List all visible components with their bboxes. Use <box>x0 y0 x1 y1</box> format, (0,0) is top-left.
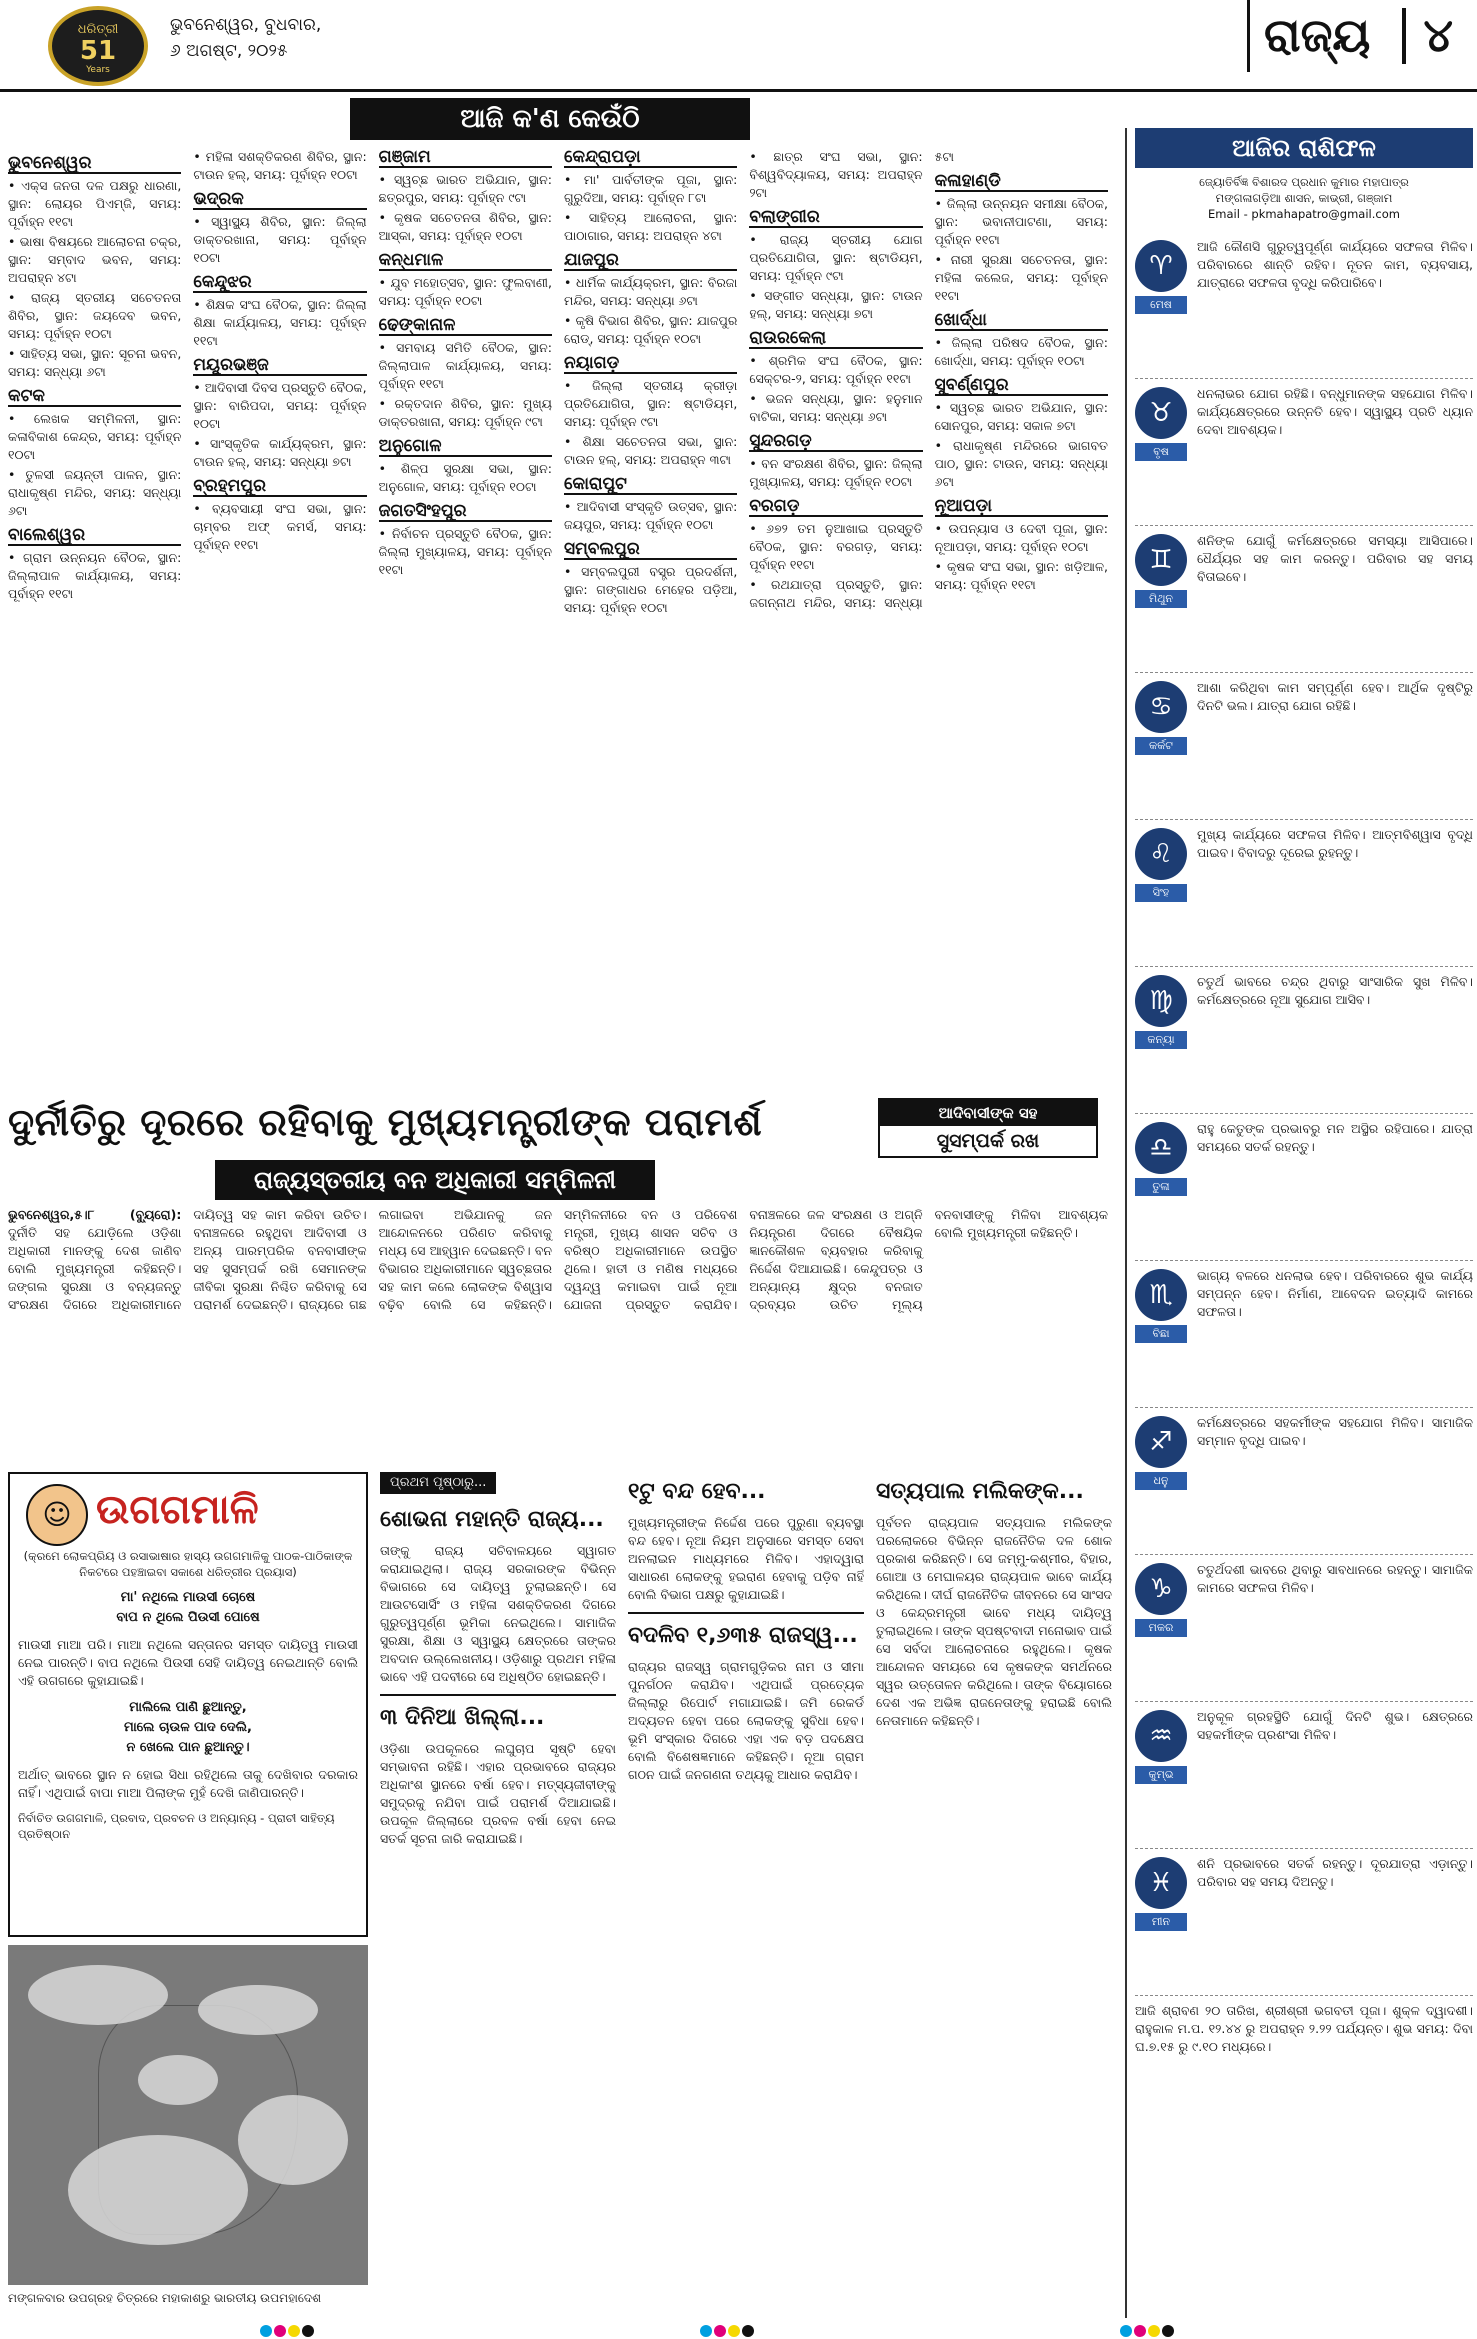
scales-icon: ♎ <box>1135 1122 1187 1174</box>
zodiac-sign-block <box>1135 1849 1473 1996</box>
story-body: ପୂର୍ବତନ ରାଜ୍ୟପାଳ ସତ୍ୟପାଲ ମଲିକଙ୍କ ପରଲୋକରେ ବିଭିନ୍ନ ରାଜନୈତିକ ଦଳ ଶୋକ ପ୍ରକାଶ କରିଛନ୍ତି। ସେ ଜମ୍ମୁ-କଶ୍ମୀର, ବିହାର, ଗୋଆ ଓ ମେଘାଳୟର ରାଜ୍ୟପାଳ ଭାବେ କାର୍ଯ୍ୟ କରିଥିଲେ। ଦୀର୍ଘ ରାଜନୈତିକ ଜୀବନରେ ସେ ସାଂସଦ ଓ କେନ୍ଦ୍ରମନ୍ତ୍ରୀ ଭାବେ ମଧ୍ୟ ଦାୟିତ୍ୱ ତୁଲାଇଥିଲେ। ତାଙ୍କ ସ୍ପଷ୍ଟବାଦୀ ମନୋଭାବ ପାଇଁ ସେ ସର୍ବଦା ଆଲୋଚନାରେ ରହୁଥିଲେ। କୃଷକ ଆନ୍ଦୋଳନ ସମୟରେ ସେ କୃଷକଙ୍କ ସମର୍ଥନରେ ସ୍ୱର ଉତ୍ତୋଳନ କରିଥିଲେ। ତାଙ୍କ ବିୟୋଗରେ ଦେଶ ଏକ ଅଭିଜ୍ଞ ରାଜନେତାଙ୍କୁ ହରାଇଛି ବୋଲି ନେତାମାନେ କହିଛନ୍ତି। <box>876 1515 1112 1728</box>
cloud <box>138 2055 218 2105</box>
news-column-1 <box>380 1472 616 2317</box>
story-body: ରାଜ୍ୟର ରାଜସ୍ୱ ଗ୍ରାମଗୁଡ଼ିକର ନାମ ଓ ସୀମା ପୁନର୍ଗଠନ କରାଯିବ। ଏଥିପାଇଁ ପ୍ରତ୍ୟେକ ଜିଲ୍ଲାରୁ ରିପୋର୍ଟ ମଗାଯାଇଛି। ଜମି ରେକର୍ଡ ଅଦ୍ୟତନ ହେବା ପରେ ଲୋକଙ୍କୁ ସୁବିଧା ହେବ। ଭୂମି ସଂସ୍କାର ଦିଗରେ ଏହା ଏକ ବଡ଼ ପଦକ୍ଷେପ ବୋଲି ବିଶେଷଜ୍ଞମାନେ କହିଛନ୍ତି। ନୂଆ ଗ୍ରାମ ଗଠନ ପାଇଁ ଜନଗଣନା ତଥ୍ୟକୁ ଆଧାର କରାଯିବ। <box>628 1659 864 1782</box>
continued-tag: ପ୍ରଥମ ପୃଷ୍ଠାରୁ... <box>380 1472 496 1494</box>
lead-side-strap <box>878 1098 1098 1158</box>
event-city-heading: ବଲାଙ୍ଗୀର <box>749 208 922 228</box>
logo-years-label: Years <box>86 65 110 75</box>
zodiac-forecast: ଧନଲାଭର ଯୋଗ ରହିଛି। ବନ୍ଧୁମାନଙ୍କ ସହଯୋଗ ମିଳିବ। କାର୍ଯ୍ୟକ୍ଷେତ୍ରରେ ଉନ୍ନତି ହେବ। ସ୍ୱାସ୍ଥ୍ୟ ପ୍ରତି ଧ୍ୟାନ ଦେବା ଆବଶ୍ୟକ। <box>1197 386 1473 437</box>
goat-icon: ♑ <box>1135 1563 1187 1615</box>
news-column-2 <box>628 1472 864 2317</box>
event-item: • ରାଜ୍ୟ ସ୍ତରୀୟ ଯୋଗ ପ୍ରତିଯୋଗିତା, ସ୍ଥାନ: ଷ୍ଟାଡିୟମ, ସମୟ: ପୂର୍ବାହ୍ନ ୯ଟା <box>749 231 922 285</box>
event-item: • ଯୁବ ମହୋତ୍ସବ, ସ୍ଥାନ: ଫୁଲବାଣୀ, ସମୟ: ପୂର୍ବାହ୍ନ ୧୦ଟା <box>379 274 552 310</box>
zodiac-forecast: କର୍ମକ୍ଷେତ୍ରରେ ସହକର୍ମୀଙ୍କ ସହଯୋଗ ମିଳିବ। ସାମାଜିକ ସମ୍ମାନ ବୃଦ୍ଧି ପାଇବ। <box>1197 1415 1473 1448</box>
lead-subheadline: ରାଜ୍ୟସ୍ତରୀୟ ବନ ଅଧିକାରୀ ସମ୍ମିଳନୀ <box>215 1160 655 1200</box>
author-name: ଜ୍ୟୋତିର୍ବିଜ୍ଞ ବିଶାରଦ ପ୍ରଧାନ କୁମାର ମହାପାତ୍ର <box>1199 175 1409 189</box>
news-column-3 <box>876 1472 1112 2317</box>
author-email: Email - pkmahapatro@gmail.com <box>1208 207 1400 221</box>
event-item: • ସ୍ୱଚ୍ଛ ଭାରତ ଅଭିଯାନ, ସ୍ଥାନ: ସୋନପୁର, ସମୟ: ସକାଳ ୭ଟା <box>935 399 1108 435</box>
scorpion-icon: ♏ <box>1135 1269 1187 1321</box>
quote-line: ନ ଖେଲେ ପାନ ଛୁଆନ୍ତୁ। <box>126 1740 250 1755</box>
lion-icon: ♌ <box>1135 828 1187 880</box>
proverb-explanation-2: ଅର୍ଥାତ୍ ଭାବରେ ସ୍ଥାନ ନ ହୋଇ ସିଧା ରହିଥିଲେ ତାକୁ ଦେଖିବାର ଦରକାର ନାହିଁ। ଏଥିପାଇଁ ବାପା ମାଆ ପିଲାଙ୍କ ମୁହଁ ଦେଖି ଜାଣିପାରନ୍ତି। <box>18 1767 358 1800</box>
event-item: • ଏକ୍ସ ଜନତା ଦଳ ପକ୍ଷରୁ ଧାରଣା, ସ୍ଥାନ: ଲୋୟର ପିଏମ୍‌ଜି, ସମୟ: ପୂର୍ବାହ୍ନ ୧୧ଟା <box>8 177 181 231</box>
almanac-text: ଆଜି ଶ୍ରାବଣ ୨୦ ତାରିଖ, ଶ୍ରୀଶ୍ରୀ ଭଗବତୀ ପୂଜା। ଶୁକ୍ଳ ଦ୍ୱାଦଶୀ। ରାହୁକାଳ ମ.ପ. ୧୨.୪୪ ରୁ ଅପରାହ୍ନ ୨.୨୨ ପର୍ଯ୍ୟନ୍ତ। ଶୁଭ ସମୟ: ଦିବା ଘ.୭.୧୫ ରୁ ୯.୧୦ ମଧ୍ୟରେ। <box>1135 2003 1473 2054</box>
event-city-heading: ସମ୍ବଲପୁର <box>564 540 737 560</box>
zodiac-sign-block <box>1135 1702 1473 1849</box>
date-line-2: ୬ ଅଗଷ୍ଟ, ୨୦୨୫ <box>170 41 288 61</box>
event-item: • ଶିଳ୍ପ ସୁରକ୍ଷା ସଭା, ସ୍ଥାନ: ଅନୁଗୋଳ, ସମୟ: ପୂର୍ବାହ୍ନ ୧୦ଟା <box>379 460 552 496</box>
zodiac-sign-name: ମୀନ <box>1135 1913 1187 1931</box>
event-item: • ବ୍ୟବସାୟୀ ସଂଘ ସଭା, ସ୍ଥାନ: ଚାମ୍ବର ଅଫ୍ କମର୍ସ, ସମୟ: ପୂର୍ବାହ୍ନ ୧୧ଟା <box>193 500 366 554</box>
event-item: • ସାହିତ୍ୟ ଆଲୋଚନା, ସ୍ଥାନ: ପାଠାଗାର, ସମୟ: ଅପରାହ୍ନ ୪ଟା <box>564 209 737 245</box>
zodiac-sign-block <box>1135 526 1473 673</box>
zodiac-sign-block <box>1135 967 1473 1114</box>
zodiac-forecast: ଶନିଙ୍କ ଯୋଗୁଁ କର୍ମକ୍ଷେତ୍ରରେ ସମସ୍ୟା ଆସିପାରେ। ଧୈର୍ଯ୍ୟର ସହ କାମ କରନ୍ତୁ। ପରିବାର ସହ ସମୟ ବିତାଇବେ। <box>1197 533 1473 584</box>
event-item: • ରାଜ୍ୟ ସ୍ତରୀୟ ସଚେତନତା ଶିବିର, ସ୍ଥାନ: ଜୟଦେବ ଭବନ, ସମୟ: ପୂର୍ବାହ୍ନ ୧୦ଟା <box>8 289 181 343</box>
event-item: • ଶିକ୍ଷକ ସଂଘ ବୈଠକ, ସ୍ଥାନ: ଜିଲ୍ଲା ଶିକ୍ଷା କାର୍ଯ୍ୟାଳୟ, ସମୟ: ପୂର୍ବାହ୍ନ ୧୧ଟା <box>193 296 366 350</box>
story-headline: ୩ ଦିନିଆ ଖିଲ୍ଲା... <box>380 1705 545 1730</box>
fish-icon: ♓ <box>1135 1857 1187 1909</box>
cloud <box>28 1965 168 2025</box>
event-city-heading: ସୁନ୍ଦରଗଡ଼ <box>749 432 922 452</box>
event-city-heading: କଟକ <box>8 387 181 407</box>
zodiac-sign-block <box>1135 1555 1473 1702</box>
event-city-heading: ଗଞ୍ଜାମ <box>379 148 552 168</box>
cartoon-face-icon: ☺ <box>26 1484 88 1546</box>
water-bearer-icon: ♒ <box>1135 1710 1187 1762</box>
zodiac-sign-name: କର୍କଟ <box>1135 737 1187 755</box>
story-headline: ୧ଟୁ ବନ୍ଦ ହେବ... <box>628 1479 766 1504</box>
event-item: • ସ୍ୱଚ୍ଛ ଭାରତ ଅଭିଯାନ, ସ୍ଥାନ: ଛତ୍ରପୁର, ସମୟ: ପୂର୍ବାହ୍ନ ୯ଟା <box>379 171 552 207</box>
event-item: • ଶ୍ରମିକ ସଂଘ ବୈଠକ, ସ୍ଥାନ: ସେକ୍ଟର-୨, ସମୟ: ପୂର୍ବାହ୍ନ ୧୧ଟା <box>749 352 922 388</box>
zodiac-sign-block <box>1135 379 1473 526</box>
crab-icon: ♋ <box>1135 681 1187 733</box>
event-item: • ଜିଲ୍ଲା ସ୍ତରୀୟ କ୍ରୀଡ଼ା ପ୍ରତିଯୋଗିତା, ସ୍ଥାନ: ଷ୍ଟାଡିୟମ, ସମୟ: ପୂର୍ବାହ୍ନ ୯ଟା <box>564 377 737 431</box>
story-body: ଓଡ଼ିଶା ଉପକୂଳରେ ଲଘୁଚାପ ସୃଷ୍ଟି ହେବା ସମ୍ଭାବନା ରହିଛି। ଏହାର ପ୍ରଭାବରେ ରାଜ୍ୟର ଅଧିକାଂଶ ସ୍ଥାନରେ ବର୍ଷା ହେବ। ମତ୍ସ୍ୟଜୀବୀଙ୍କୁ ସମୁଦ୍ରକୁ ନଯିବା ପାଇଁ ପରାମର୍ଶ ଦିଆଯାଇଛି। ଉପକୂଳ ଜିଲ୍ଲାରେ ପ୍ରବଳ ବର୍ଷା ହେବା ନେଇ ସତର୍କ ସୂଚନା ଜାରି କରାଯାଇଛି। <box>380 1741 616 1846</box>
event-city-heading: ଖୋର୍ଦ୍ଧା <box>935 311 1108 331</box>
zodiac-forecast: ଭାଗ୍ୟ ବଳରେ ଧନଲାଭ ହେବ। ପରିବାରରେ ଶୁଭ କାର୍ଯ୍ୟ ସମ୍ପନ୍ନ ହେବ। ନିର୍ମାଣ, ଆବେଦନ ଇତ୍ୟାଦି କାମରେ ସଫଳତା। <box>1197 1268 1473 1319</box>
event-item: • କୃଷକ ସଂଘ ସଭା, ସ୍ଥାନ: ଖଡ଼ିଆଳ, ସମୟ: ପୂର୍ବାହ୍ନ ୧୧ଟା <box>935 558 1108 594</box>
lead-dateline: ଭୁବନେଶ୍ୱର,୫।୮ (ବ୍ୟୁରୋ): <box>8 1207 182 1222</box>
zodiac-sign-block <box>1135 673 1473 820</box>
event-city-heading: ମୟୂରଭଞ୍ଜ <box>193 356 366 376</box>
newspaper-logo <box>48 6 148 86</box>
event-city-heading: ଜଗତସିଂହପୁର <box>379 502 552 522</box>
horoscope-title: ଆଜିର ରାଶିଫଳ <box>1135 128 1473 168</box>
event-item: • ଛାତ୍ର ସଂଘ ସଭା, ସ୍ଥାନ: ବିଶ୍ୱବିଦ୍ୟାଳୟ, ସମୟ: ଅପରାହ୍ନ ୨ଟା <box>749 148 922 202</box>
event-city-heading: କନ୍ଧମାଳ <box>379 251 552 271</box>
zodiac-sign-block <box>1135 1408 1473 1555</box>
event-city-heading: ନୟାଗଡ଼ <box>564 354 737 374</box>
zodiac-sign-block <box>1135 820 1473 967</box>
quote-line: ମାଲିଲେ ପାଣି ଛୁଆନ୍ତୁ, <box>129 1700 247 1715</box>
quote-line: ବାପ ନ ଥିଲେ ପିଉସୀ ପୋଷେ <box>116 1610 260 1625</box>
zodiac-sign-name: ମିଥୁନ <box>1135 590 1187 608</box>
event-city-heading: କୋରାପୁଟ <box>564 475 737 495</box>
event-item: • ସ୍ୱାସ୍ଥ୍ୟ ଶିବିର, ସ୍ଥାନ: ଜିଲ୍ଲା ଡାକ୍ତରଖାନା, ସମୟ: ପୂର୍ବାହ୍ନ ୧୦ଟା <box>193 213 366 267</box>
zodiac-forecast: ଅନୁକୂଳ ଗ୍ରହସ୍ଥିତି ଯୋଗୁଁ ଦିନଟି ଶୁଭ। କ୍ଷେତ୍ରରେ ସହକର୍ମୀଙ୍କ ପ୍ରଶଂସା ମିଳିବ। <box>1197 1709 1473 1742</box>
masthead <box>0 0 1477 92</box>
proverb-intro: (କ୍ରମେ ଲୋକପ୍ରିୟ ଓ ରସାଭାଷାର ହାସ୍ୟ ଉଗଗମାଳିକୁ ପାଠକ-ପାଠିକାଙ୍କ ନିକଟରେ ପହଞ୍ଚାଇବା ସକାଶେ ଧରିତ୍ରୀର ପ୍ରୟାସ) <box>23 1549 353 1579</box>
lead-headline: ଦୁର୍ନୀତିରୁ ଦୂରରେ ରହିବାକୁ ମୁଖ୍ୟମନ୍ତ୍ରୀଙ୍କ ପରାମର୍ଶ <box>8 1100 763 1144</box>
color-registration-mark <box>700 2322 764 2334</box>
print-footer <box>0 2318 1477 2339</box>
author-address: ମଙ୍ଗଳାଗଡ଼ିଆ ଶାସନ, କାଭ୍ରୀ, ଗଞ୍ଜାମ <box>1215 191 1393 205</box>
story-body: ମୁଖ୍ୟମନ୍ତ୍ରୀଙ୍କ ନିର୍ଦ୍ଦେଶ ପରେ ପୁରୁଣା ବ୍ୟବସ୍ଥା ବନ୍ଦ ହେବ। ନୂଆ ନିୟମ ଅନୁସାରେ ସମସ୍ତ ସେବା ଅନଲାଇନ ମାଧ୍ୟମରେ ମିଳିବ। ଏହାଦ୍ୱାରା ସାଧାରଣ ଲୋକଙ୍କୁ ହଇରାଣ ହେବାକୁ ପଡ଼ିବ ନାହିଁ ବୋଲି ବିଭାଗ ପକ୍ଷରୁ କୁହାଯାଇଛି। <box>628 1515 864 1602</box>
event-city-heading: ଯାଜପୁର <box>564 251 737 271</box>
event-city-heading: ବ୍ରହ୍ମପୁର <box>193 477 366 497</box>
color-registration-mark <box>260 2322 324 2334</box>
zodiac-forecast: ଆଜି କୌଣସି ଗୁରୁତ୍ୱପୂର୍ଣ୍ଣ କାର୍ଯ୍ୟରେ ସଫଳତା ମିଳିବ। ପରିବାରରେ ଶାନ୍ତି ରହିବ। ନୂତନ କାମ, ବ୍ୟବସାୟ, ଯାତ୍ରାରେ ସଫଳତା ବୃଦ୍ଧି କରିପାରିବେ। <box>1197 239 1473 290</box>
zodiac-forecast: ଆଶା କରିଥିବା କାମ ସମ୍ପୂର୍ଣ୍ଣ ହେବ। ଆର୍ଥିକ ଦୃଷ୍ଟିରୁ ଦିନଟି ଭଲ। ଯାତ୍ରା ଯୋଗ ରହିଛି। <box>1197 680 1473 713</box>
event-item: • ସମବାୟ ସମିତି ବୈଠକ, ସ୍ଥାନ: ଜିଲ୍ଲାପାଳ କାର୍ଯ୍ୟାଳୟ, ସମୟ: ପୂର୍ବାହ୍ନ ୧୧ଟା <box>379 339 552 393</box>
event-city-heading: ସୁବର୍ଣ୍ଣପୁର <box>935 376 1108 396</box>
zodiac-sign-name: ମେଷ <box>1135 296 1187 314</box>
proverb-quote-1 <box>18 1588 358 1628</box>
zodiac-forecast: ମୁଖ୍ୟ କାର୍ଯ୍ୟରେ ସଫଳତା ମିଳିବ। ଆତ୍ମବିଶ୍ୱାସ ବୃଦ୍ଧି ପାଇବ। ବିବାଦରୁ ଦୂରେଇ ରୁହନ୍ତୁ। <box>1197 827 1473 860</box>
proverb-box <box>8 1472 368 1937</box>
event-item: • ରଥଯାତ୍ରା ପ୍ରସ୍ତୁତି, ସ୍ଥାନ: ଜଗନ୍ନାଥ ମନ୍ଦିର, ସମୟ: ସନ୍ଧ୍ୟା ୫ଟା <box>749 148 1108 617</box>
zodiac-sign-name: କନ୍ୟା <box>1135 1031 1187 1049</box>
zodiac-sign-name: ସିଂହ <box>1135 884 1187 902</box>
cloud <box>198 1985 318 2035</box>
horoscope-author <box>1135 174 1473 222</box>
event-city-heading: ଢେଙ୍କାନାଳ <box>379 316 552 336</box>
event-city-heading: ବାଲେଶ୍ୱର <box>8 526 181 546</box>
maiden-icon: ♍ <box>1135 975 1187 1027</box>
logo-brand: ଧରିତ୍ରୀ <box>77 22 119 37</box>
story-headline: ସତ୍ୟପାଲ ମଲିକଙ୍କ... <box>876 1479 1084 1504</box>
strap-bottom: ସୁସମ୍ପର୍କ ରଖ <box>936 1130 1040 1152</box>
event-item: • ରାଧାକୃଷ୍ଣ ମନ୍ଦିରରେ ଭାଗବତ ପାଠ, ସ୍ଥାନ: ଟାଉନ, ସମୟ: ସନ୍ଧ୍ୟା ୬ଟା <box>935 437 1108 491</box>
zodiac-sign-list <box>1135 232 1473 1996</box>
logo-years-number: 51 <box>79 36 117 66</box>
story-headline: ବଦଳିବ ୧,୬୩୫ ରାଜସ୍ୱ... <box>628 1623 858 1648</box>
event-item: • ମହିଳା ସଶକ୍ତିକରଣ ଶିବିର, ସ୍ଥାନ: ଟାଉନ ହଲ୍, ସମୟ: ପୂର୍ବାହ୍ନ ୧୦ଟା <box>193 148 366 184</box>
event-item: • ନାରୀ ସୁରକ୍ଷା ସଚେତନତା, ସ୍ଥାନ: ମହିଳା କଲେଜ, ସମୟ: ପୂର୍ବାହ୍ନ ୧୧ଟା <box>935 251 1108 305</box>
event-item: • ସାଂସ୍କୃତିକ କାର୍ଯ୍ୟକ୍ରମ, ସ୍ଥାନ: ଟାଉନ ହଲ୍, ସମୟ: ସନ୍ଧ୍ୟା ୭ଟା <box>193 435 366 471</box>
proverb-title: ଉଗଗମାଳି <box>96 1487 259 1533</box>
zodiac-sign-block <box>1135 232 1473 379</box>
event-item: • ତୁଳସୀ ଜୟନ୍ତୀ ପାଳନ, ସ୍ଥାନ: ରାଧାକୃଷ୍ଣ ମନ୍ଦିର, ସମୟ: ସନ୍ଧ୍ୟା ୬ଟା <box>8 466 181 520</box>
satellite-image <box>8 1945 368 2285</box>
event-item: • ଆଦିବାସୀ ଦିବସ ପ୍ରସ୍ତୁତି ବୈଠକ, ସ୍ଥାନ: ବାରିପଦା, ସମୟ: ପୂର୍ବାହ୍ନ ୧୦ଟା <box>193 379 366 433</box>
events-listing <box>8 148 1108 1088</box>
cloud <box>238 2095 348 2185</box>
twins-icon: ♊ <box>1135 534 1187 586</box>
cloud <box>68 2135 248 2245</box>
zodiac-forecast: ଶନି ପ୍ରଭାବରେ ସତର୍କ ରହନ୍ତୁ। ଦୂରଯାତ୍ରା ଏଡ଼ାନ୍ତୁ। ପରିବାର ସହ ସମୟ ଦିଅନ୍ତୁ। <box>1197 1856 1473 1889</box>
date-line-1: ଭୁବନେଶ୍ୱର, ବୁଧବାର, <box>170 15 322 35</box>
event-item: • ଜିଲ୍ଲା ଉନ୍ନୟନ ସମୀକ୍ଷା ବୈଠକ, ସ୍ଥାନ: ଭବାନୀପାଟଣା, ସମୟ: ପୂର୍ବାହ୍ନ ୧୧ଟା <box>935 195 1108 249</box>
zodiac-forecast: ଚତୁର୍ଥଦଶୀ ଭାବରେ ଥିବାରୁ ସାବଧାନରେ ରହନ୍ତୁ। ସାମାଜିକ କାମରେ ସଫଳତା ମିଳିବ। <box>1197 1562 1473 1595</box>
zodiac-sign-name: ବୃଷ <box>1135 443 1187 461</box>
events-header: ଆଜି କ'ଣ କେଉଁଠି <box>350 98 750 140</box>
bull-icon: ♉ <box>1135 387 1187 439</box>
quote-line: ମା' ନଥିଲେ ମାଉସୀ ଚୋଷେ <box>120 1590 256 1605</box>
horoscope-column <box>1125 128 1473 2318</box>
zodiac-sign-block <box>1135 1114 1473 1261</box>
event-item: • ମା' ପାର୍ବତୀଙ୍କ ପୂଜା, ସ୍ଥାନ: ଗୁରୁଦିଆ, ସମୟ: ପୂର୍ବାହ୍ନ ୮ଟା <box>564 171 737 207</box>
event-city-heading: ଭୁବନେଶ୍ୱର <box>8 154 181 174</box>
zodiac-sign-block <box>1135 1261 1473 1408</box>
event-item: • ଆଦିବାସୀ ସଂସ୍କୃତି ଉତ୍ସବ, ସ୍ଥାନ: ଜୟପୁର, ସମୟ: ପୂର୍ବାହ୍ନ ୧୦ଟା <box>564 498 737 534</box>
event-city-heading: କଳାହାଣ୍ଡି <box>935 172 1108 192</box>
event-item: • ଉପନ୍ୟାସ ଓ ଦେବୀ ପୂଜା, ସ୍ଥାନ: ନୂଆପଡ଼ା, ସମୟ: ପୂର୍ବାହ୍ନ ୧୦ଟା <box>935 520 1108 556</box>
event-item: • ଶିକ୍ଷା ସଚେତନତା ସଭା, ସ୍ଥାନ: ଟାଉନ ହଲ୍, ସମୟ: ଅପରାହ୍ନ ୩ଟା <box>564 433 737 469</box>
divider <box>380 1694 616 1696</box>
page-number: ୪ <box>1402 8 1454 64</box>
event-item: • କୃଷି ବିଭାଗ ଶିବିର, ସ୍ଥାନ: ଯାଜପୁର ରୋଡ୍, ସମୟ: ପୂର୍ବାହ୍ନ ୧୦ଟା <box>564 312 737 348</box>
event-item: • ରକ୍ତଦାନ ଶିବିର, ସ୍ଥାନ: ମୁଖ୍ୟ ଡାକ୍ତରଖାନା, ସମୟ: ପୂର୍ବାହ୍ନ ୯ଟା <box>379 395 552 431</box>
event-item: • ବନ ସଂରକ୍ଷଣ ଶିବିର, ସ୍ଥାନ: ଜିଲ୍ଲା ମୁଖ୍ୟାଳୟ, ସମୟ: ପୂର୍ବାହ୍ନ ୧୦ଟା <box>749 455 922 491</box>
story-headline: ଶୋଭନା ମହାନ୍ତି ରାଜ୍ୟ... <box>380 1507 604 1532</box>
event-item: • ଜିଲ୍ଲା ପରିଷଦ ବୈଠକ, ସ୍ଥାନ: ଖୋର୍ଦ୍ଧା, ସମୟ: ପୂର୍ବାହ୍ନ ୧୦ଟା <box>935 334 1108 370</box>
proverb-explanation-1: ମାଉସୀ ମାଆ ପରି। ମାଆ ନଥିଲେ ସନ୍ତାନର ସମସ୍ତ ଦାୟିତ୍ୱ ମାଉସୀ ନେଇ ପାରନ୍ତି। ବାପ ନଥିଲେ ପିଉସୀ ସେହି ଦାୟିତ୍ୱ ନେଇଥାନ୍ତି ବୋଲି ଏହି ଉଗଗରେ କୁହାଯାଇଛି। <box>18 1637 358 1688</box>
lead-body <box>8 1206 1108 1454</box>
event-city-heading: ଅନୁଗୋଳ <box>379 437 552 457</box>
zodiac-forecast: ରାହୁ କେତୁଙ୍କ ପ୍ରଭାବରୁ ମନ ଅସ୍ଥିର ରହିପାରେ। ଯାତ୍ରା ସମୟରେ ସତର୍କ ରହନ୍ତୁ। <box>1197 1121 1473 1154</box>
event-city-heading: ରାଉରକେଲା <box>749 329 922 349</box>
story-body: ତାଙ୍କୁ ରାଜ୍ୟ ସଚିବାଳୟରେ ସ୍ୱାଗତ କରାଯାଇଥିଲା। ରାଜ୍ୟ ସରକାରଙ୍କ ବିଭିନ୍ନ ବିଭାଗରେ ସେ ଦାୟିତ୍ୱ ତୁଲାଇଛନ୍ତି। ସେ ଆଉଟସୋର୍ସିଂ ଓ ମହିଳା ସଶକ୍ତିକରଣ ଦିଗରେ ଗୁରୁତ୍ୱପୂର୍ଣ୍ଣ ଭୂମିକା ନେଇଥିଲେ। ସାମାଜିକ ସୁରକ୍ଷା, ଶିକ୍ଷା ଓ ସ୍ୱାସ୍ଥ୍ୟ କ୍ଷେତ୍ରରେ ତାଙ୍କର ଅବଦାନ ଉଲ୍ଲେଖନୀୟ। ଓଡ଼ିଶାରୁ ପ୍ରଥମ ମହିଳା ଭାବେ ଏହି ପଦବୀରେ ସେ ଅଧିଷ୍ଠିତ ହୋଇଛନ୍ତି। <box>380 1543 616 1684</box>
event-item: • ଭାଷା ବିଷୟରେ ଆଲୋଚନା ଚକ୍ର, ସ୍ଥାନ: ସମ୍ବାଦ ଭବନ, ସମୟ: ଅପରାହ୍ନ ୪ଟା <box>8 233 181 287</box>
event-city-heading: ଭଦ୍ରକ <box>193 190 366 210</box>
event-city-heading: କେନ୍ଦୁଝର <box>193 273 366 293</box>
satellite-caption: ମଙ୍ଗଳବାର ଉପଗ୍ରହ ଚିତ୍ରରେ ମହାକାଶରୁ ଭାରତୀୟ ଉପମହାଦେଶ <box>8 2291 322 2305</box>
quote-line: ମାଲେ ଚାଉଳ ପାଦ ଦେଲି, <box>123 1720 252 1735</box>
strap-top: ଆଦିବାସୀଙ୍କ ସହ <box>880 1100 1096 1126</box>
event-item: • ଗ୍ରାମ ଉନ୍ନୟନ ବୈଠକ, ସ୍ଥାନ: ଜିଲ୍ଲାପାଳ କାର୍ଯ୍ୟାଳୟ, ସମୟ: ପୂର୍ବାହ୍ନ ୧୧ଟା <box>8 549 181 603</box>
dateline <box>170 12 321 64</box>
divider <box>628 1612 864 1614</box>
event-item: • ଭଜନ ସନ୍ଧ୍ୟା, ସ୍ଥାନ: ହନୁମାନ ବାଟିକା, ସମୟ: ସନ୍ଧ୍ୟା ୬ଟା <box>749 390 922 426</box>
ram-icon: ♈ <box>1135 240 1187 292</box>
proverb-credit: ନିର୍ବାଚିତ ଉଗଗମାଳି, ପ୍ରବାଦ, ପ୍ରବଚନ ଓ ଅନ୍ୟାନ୍ୟ - ପ୍ରାଚୀ ସାହିତ୍ୟ ପ୍ରତିଷ୍ଠାନ <box>18 1811 335 1841</box>
color-registration-mark <box>1120 2322 1184 2334</box>
section-header <box>1247 0 1477 72</box>
event-item: • ଲେଖକ ସମ୍ମିଳନୀ, ସ୍ଥାନ: କଳାବିକାଶ କେନ୍ଦ୍ର, ସମୟ: ପୂର୍ବାହ୍ନ ୧୦ଟା <box>8 410 181 464</box>
event-city-heading: କେନ୍ଦ୍ରାପଡ଼ା <box>564 148 737 168</box>
zodiac-forecast: ଚତୁର୍ଥ ଭାବରେ ଚନ୍ଦ୍ର ଥିବାରୁ ସାଂସାରିକ ସୁଖ ମିଳିବ। କର୍ମକ୍ଷେତ୍ରରେ ନୂଆ ସୁଯୋଗ ଆସିବ। <box>1197 974 1473 1007</box>
zodiac-sign-name: ବିଛା <box>1135 1325 1187 1343</box>
event-city-heading: ନୂଆପଡ଼ା <box>935 497 1108 517</box>
event-item: • ୬୭୨ ତମ ନୁଆଖାଇ ପ୍ରସ୍ତୁତି ବୈଠକ, ସ୍ଥାନ: ବରଗଡ଼, ସମୟ: ପୂର୍ବାହ୍ନ ୧୧ଟା <box>749 520 922 574</box>
proverb-quote-2 <box>18 1698 358 1758</box>
event-city-heading: ବରଗଡ଼ <box>749 497 922 517</box>
event-item: • ଧାର୍ମିକ କାର୍ଯ୍ୟକ୍ରମ, ସ୍ଥାନ: ବିରଜା ମନ୍ଦିର, ସମୟ: ସନ୍ଧ୍ୟା ୬ଟା <box>564 274 737 310</box>
zodiac-sign-name: ମକର <box>1135 1619 1187 1637</box>
event-item: • ସଙ୍ଗୀତ ସନ୍ଧ୍ୟା, ସ୍ଥାନ: ଟାଉନ ହଲ୍, ସମୟ: ସନ୍ଧ୍ୟା ୭ଟା <box>749 287 922 323</box>
section-name: ରାଜ୍ୟ <box>1264 8 1371 62</box>
zodiac-sign-name: ଧନୁ <box>1135 1472 1187 1490</box>
event-item: • ସମ୍ବଲପୁରୀ ବସ୍ତ୍ର ପ୍ରଦର୍ଶନୀ, ସ୍ଥାନ: ଗଙ୍ଗାଧର ମେହେର ପଡ଼ିଆ, ସମୟ: ପୂର୍ବାହ୍ନ ୧୦ଟା <box>564 563 737 617</box>
lead-body-text: ଦୁର୍ନୀତି ସହ ଯୋଡ଼ିଲେ ଓଡ଼ିଶା ଅଧିକାରୀ ମାନଙ୍କୁ ଦେଶ ଜାଣିବ ବୋଲି ମୁଖ୍ୟମନ୍ତ୍ରୀ କହିଛନ୍ତି। ଜଙ୍ଗଲ ସୁରକ୍ଷା ଓ ବନ୍ୟଜନ୍ତୁ ସଂରକ୍ଷଣ ଦିଗରେ ଅଧିକାରୀମାନେ ଦାୟିତ୍ୱ ସହ କାମ କରିବା ଉଚିତ। ବନାଞ୍ଚଳରେ ରହୁଥିବା ଆଦିବାସୀ ଓ ଅନ୍ୟ ପାରମ୍ପରିକ ବନବାସୀଙ୍କ ସହ ସୁସମ୍ପର୍କ ରଖି ସେମାନଙ୍କ ଜୀବିକା ସୁରକ୍ଷା ନିଶ୍ଚିତ କରିବାକୁ ସେ ପରାମର୍ଶ ଦେଇଛନ୍ତି। ରାଜ୍ୟରେ ଗଛ ଲଗାଇବା ଅଭିଯାନକୁ ଜନ ଆନ୍ଦୋଳନରେ ପରିଣତ କରିବାକୁ ମଧ୍ୟ ସେ ଆହ୍ୱାନ ଦେଇଛନ୍ତି। ବନ ବିଭାଗର ଅଧିକାରୀମାନେ ସ୍ୱଚ୍ଛତାର ସହ କାମ କଲେ ଲୋକଙ୍କ ବିଶ୍ୱାସ ବଢ଼ିବ ବୋଲି ସେ କହିଛନ୍ତି। ସମ୍ମିଳନୀରେ ବନ ଓ ପରିବେଶ ମନ୍ତ୍ରୀ, ମୁଖ୍ୟ ଶାସନ ସଚିବ ଓ ବରିଷ୍ଠ ଅଧିକାରୀମାନେ ଉପସ୍ଥିତ ଥିଲେ। ହାତୀ ଓ ମଣିଷ ମଧ୍ୟରେ ଦ୍ୱନ୍ଦ୍ୱ କମାଇବା ପାଇଁ ନୂଆ ଯୋଜନା ପ୍ରସ୍ତୁତ କରାଯିବ। ବନାଞ୍ଚଳରେ ଜଳ ସଂରକ୍ଷଣ ଓ ଅଗ୍ନି ନିୟନ୍ତ୍ରଣ ଦିଗରେ ବୈଷୟିକ ଜ୍ଞାନକୌଶଳ ବ୍ୟବହାର କରିବାକୁ ନିର୍ଦ୍ଦେଶ ଦିଆଯାଇଛି। କେନ୍ଦୁପତ୍ର ଓ ଅନ୍ୟାନ୍ୟ କ୍ଷୁଦ୍ର ବନଜାତ ଦ୍ରବ୍ୟର ଉଚିତ ମୂଲ୍ୟ ବନବାସୀଙ୍କୁ ମିଳିବା ଆବଶ୍ୟକ ବୋଲି ମୁଖ୍ୟମନ୍ତ୍ରୀ କହିଛନ୍ତି। <box>8 1207 1108 1312</box>
event-item: • ସାହିତ୍ୟ ସଭା, ସ୍ଥାନ: ସୂଚନା ଭବନ, ସମୟ: ସନ୍ଧ୍ୟା ୬ଟା <box>8 345 181 381</box>
event-item: • ନିର୍ବାଚନ ପ୍ରସ୍ତୁତି ବୈଠକ, ସ୍ଥାନ: ଜିଲ୍ଲା ମୁଖ୍ୟାଳୟ, ସମୟ: ପୂର୍ବାହ୍ନ ୧୧ଟା <box>379 525 552 579</box>
zodiac-sign-name: କୁମ୍ଭ <box>1135 1766 1187 1784</box>
archer-icon: ♐ <box>1135 1416 1187 1468</box>
zodiac-sign-name: ତୁଳା <box>1135 1178 1187 1196</box>
event-item: • କୃଷକ ସଚେତନତା ଶିବିର, ସ୍ଥାନ: ଆସ୍କା, ସମୟ: ପୂର୍ବାହ୍ନ ୧୦ଟା <box>379 209 552 245</box>
